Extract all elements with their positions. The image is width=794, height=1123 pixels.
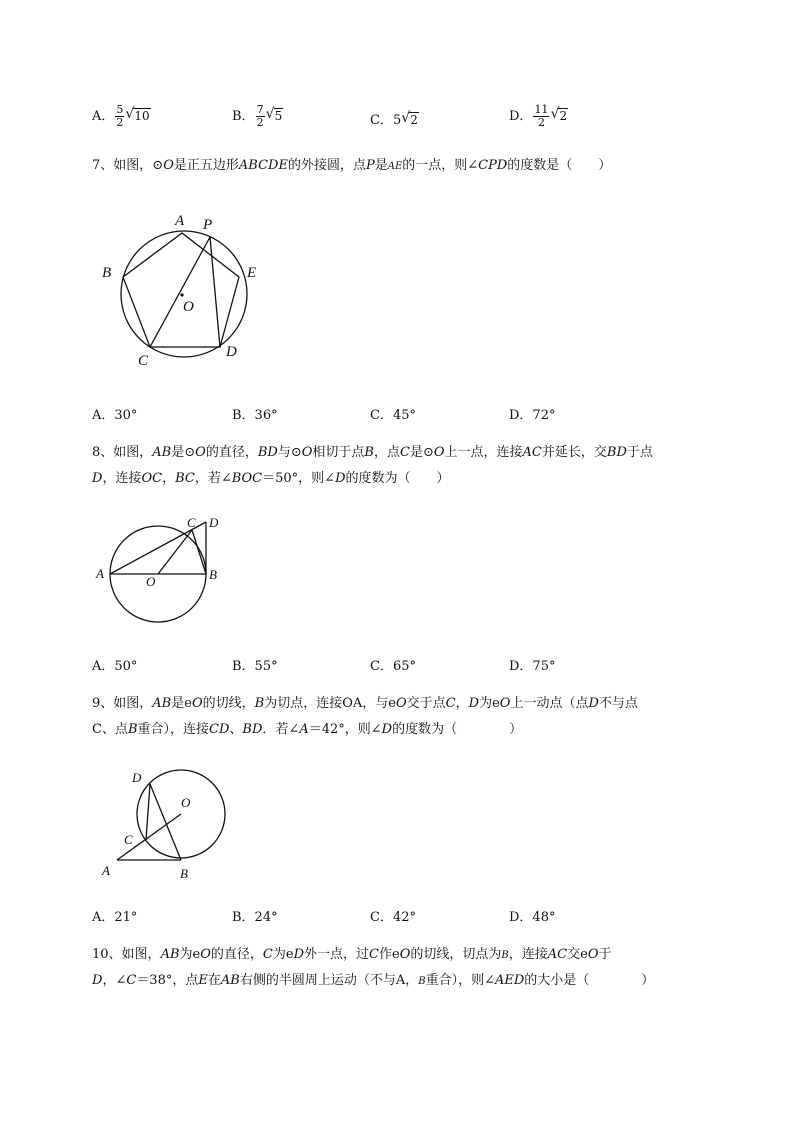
q7-option-d[interactable]: D．72° xyxy=(509,408,556,423)
label-a: A xyxy=(102,863,110,878)
q7-option-c[interactable]: C．45° xyxy=(370,408,416,423)
label-o: O xyxy=(181,795,191,810)
q8-option-c[interactable]: C．65° xyxy=(370,659,416,674)
label-o: O xyxy=(146,574,156,589)
q6-option-d[interactable] xyxy=(509,104,568,129)
q9-option-c[interactable]: C．42° xyxy=(370,910,416,925)
label-c: C xyxy=(187,515,196,530)
label-b: B xyxy=(180,866,188,881)
q7-stem: 7、如图，⊙O是正五边形ABCDE的外接圆，点P是AE的一点，则∠CPD的度数是（ ） xyxy=(92,158,612,173)
q6-option-c[interactable] xyxy=(370,109,419,128)
circumcircle xyxy=(121,231,247,357)
option-label: C． xyxy=(370,113,393,128)
q8-option-a[interactable]: A．50° xyxy=(92,659,138,674)
label-d: D xyxy=(132,770,142,785)
q9-stem-line2: C、点B重合），连接CD、BD．若∠A＝42°，则∠D的度数为（ ） xyxy=(92,722,523,737)
label-d: D xyxy=(209,515,219,530)
q8-stem-line1: 8、如图，AB是⊙O的直径，BD与⊙O相切于点B，点C是⊙O上一点，连接AC并延长，交BD于点 xyxy=(92,445,653,460)
q9-option-a[interactable]: A．21° xyxy=(92,910,138,925)
option-label: A． xyxy=(92,109,115,124)
label-p: P xyxy=(203,217,213,233)
segment-cd xyxy=(146,784,150,840)
label-a: A xyxy=(175,213,185,229)
radical: √ 5 xyxy=(265,106,283,123)
fraction: $\frac{11}{2}$ xyxy=(534,103,549,129)
fraction: $\frac{7}{2}$ xyxy=(256,103,264,129)
label-c: C xyxy=(138,353,149,369)
option-label: D． xyxy=(509,109,533,124)
label-o: O xyxy=(183,299,194,315)
label-d: D xyxy=(226,344,237,360)
fraction: $\frac{5}{2}$ xyxy=(116,103,124,129)
segment-bc xyxy=(192,530,206,574)
label-a: A xyxy=(96,566,104,581)
q8-stem-line2: D，连接OC，BC，若∠BOC＝50°，则∠D的度数为（ ） xyxy=(92,471,450,486)
label-c: C xyxy=(124,832,133,847)
q10-stem-line2: D，∠C＝38°，点E在AB右侧的半圆周上运动（不与A，B重合），则∠AED的大小是（ ） xyxy=(92,973,655,988)
radical: √ 2 xyxy=(550,106,568,123)
arc-label: AE xyxy=(387,161,403,172)
q9-figure xyxy=(95,762,240,887)
radical: √ 2 xyxy=(401,110,418,127)
option-label: B． xyxy=(232,109,255,124)
q8-option-b[interactable]: B．55° xyxy=(232,659,278,674)
q7-figure xyxy=(95,205,275,375)
q9-option-d[interactable]: D．48° xyxy=(509,910,556,925)
q8-figure xyxy=(92,508,232,648)
segment-pc xyxy=(150,237,210,347)
q9-stem-line1: 9、如图，AB是eO的切线，B为切点，连接OA，与eO交于点C，D为eO上一动点（点D不与点 xyxy=(92,696,638,711)
coefficient: 5 xyxy=(392,113,402,128)
q10-stem-line1: 10、如图，AB为eO的直径，C为eD外一点，过C作eO的切线，切点为B，连接AC交eO于 xyxy=(92,947,612,962)
segment-oc xyxy=(158,530,192,574)
q6-option-b[interactable] xyxy=(232,104,283,129)
q7-option-b[interactable]: B．36° xyxy=(232,408,278,423)
segment-pd xyxy=(210,237,220,347)
label-b: B xyxy=(102,265,112,281)
q8-option-d[interactable]: D．75° xyxy=(509,659,556,674)
q6-option-a[interactable] xyxy=(92,104,151,129)
label-e: E xyxy=(247,265,257,281)
label-b: B xyxy=(209,567,217,582)
q7-option-a[interactable]: A．30° xyxy=(92,408,138,423)
radical: √ 10 xyxy=(125,106,150,123)
q9-option-b[interactable]: B．24° xyxy=(232,910,278,925)
center-point xyxy=(180,293,183,296)
